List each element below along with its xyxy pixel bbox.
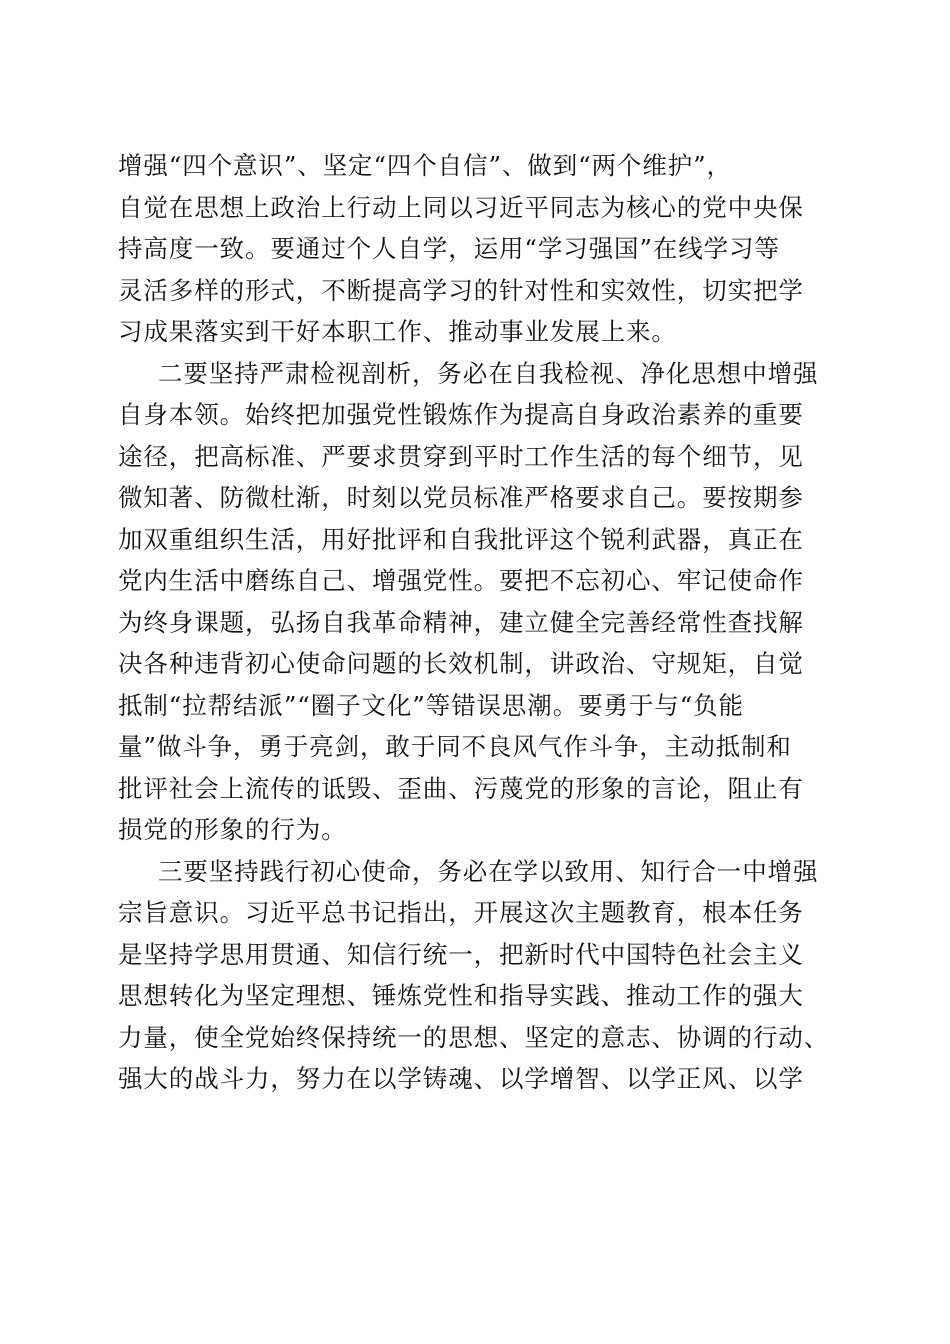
text-line: 量”做斗争，勇于亮剑，敢于同不良风气作斗争，主动抵制和 [118,732,792,761]
text-line: 微知著、防微杜渐，时刻以党员标准严格要求自己。要按期参 [118,483,804,512]
text-line: 宗旨意识。习近平总书记指出，开展这次主题教育，根本任务 [118,898,804,927]
text-line: 自身本领。始终把加强党性锻炼作为提高自身政治素养的重要 [118,400,804,429]
text-line: 灵活多样的形式，不断提高学习的针对性和实效性，切实把学 [118,275,804,305]
text-line: 是坚持学思用贯通、知信行统一，把新时代中国特色社会主义 [118,939,804,969]
text-line: 抵制“拉帮结派”“圈子文化”等错误思潮。要勇于与“负能 [118,690,744,720]
text-line: 强大的战斗力，努力在以学铸魂、以学增智、以学正风、以学 [118,1064,804,1093]
text-line: 力量，使全党始终保持统一的思想、坚定的意志、协调的行动、 [118,1022,830,1052]
text-line: 增强“四个意识”、坚定“四个自信”、做到“两个维护”， [118,151,732,180]
text-line: 损党的形象的行为。 [118,815,347,844]
text-line: 加双重组织生活，用好批评和自我批评这个锐利武器，真正在 [118,524,804,554]
document-body [118,145,838,1100]
text-line: 决各种违背初心使命问题的长效机制，讲政治、守规矩，自觉 [118,649,804,678]
text-line: 为终身课题，弘扬自我革命精神，建立健全完善经常性查找解 [118,607,804,637]
paragraph-first-line: 二要坚持严肃检视剖析，务必在自我检视、净化思想中增强 [158,358,819,388]
text-line: 自觉在思想上政治上行动上同以习近平同志为核心的党中央保 [118,192,804,222]
text-line: 批评社会上流传的诋毁、歪曲、污蔑党的形象的言论，阻止有 [118,773,804,803]
text-line: 习成果落实到干好本职工作、推动事业发展上来。 [118,317,677,346]
paragraph-first-line: 三要坚持践行初心使命，务必在学以致用、知行合一中增强 [158,856,819,886]
text-line: 途径，把高标准、严要求贯穿到平时工作生活的每个细节，见 [118,441,804,471]
text-line: 党内生活中磨练自己、增强党性。要把不忘初心、牢记使命作 [118,566,804,595]
text-line: 持高度一致。要通过个人自学，运用“学习强国”在线学习等 [118,234,780,263]
text-line: 思想转化为坚定理想、锤炼党性和指导实践、推动工作的强大 [118,981,804,1010]
